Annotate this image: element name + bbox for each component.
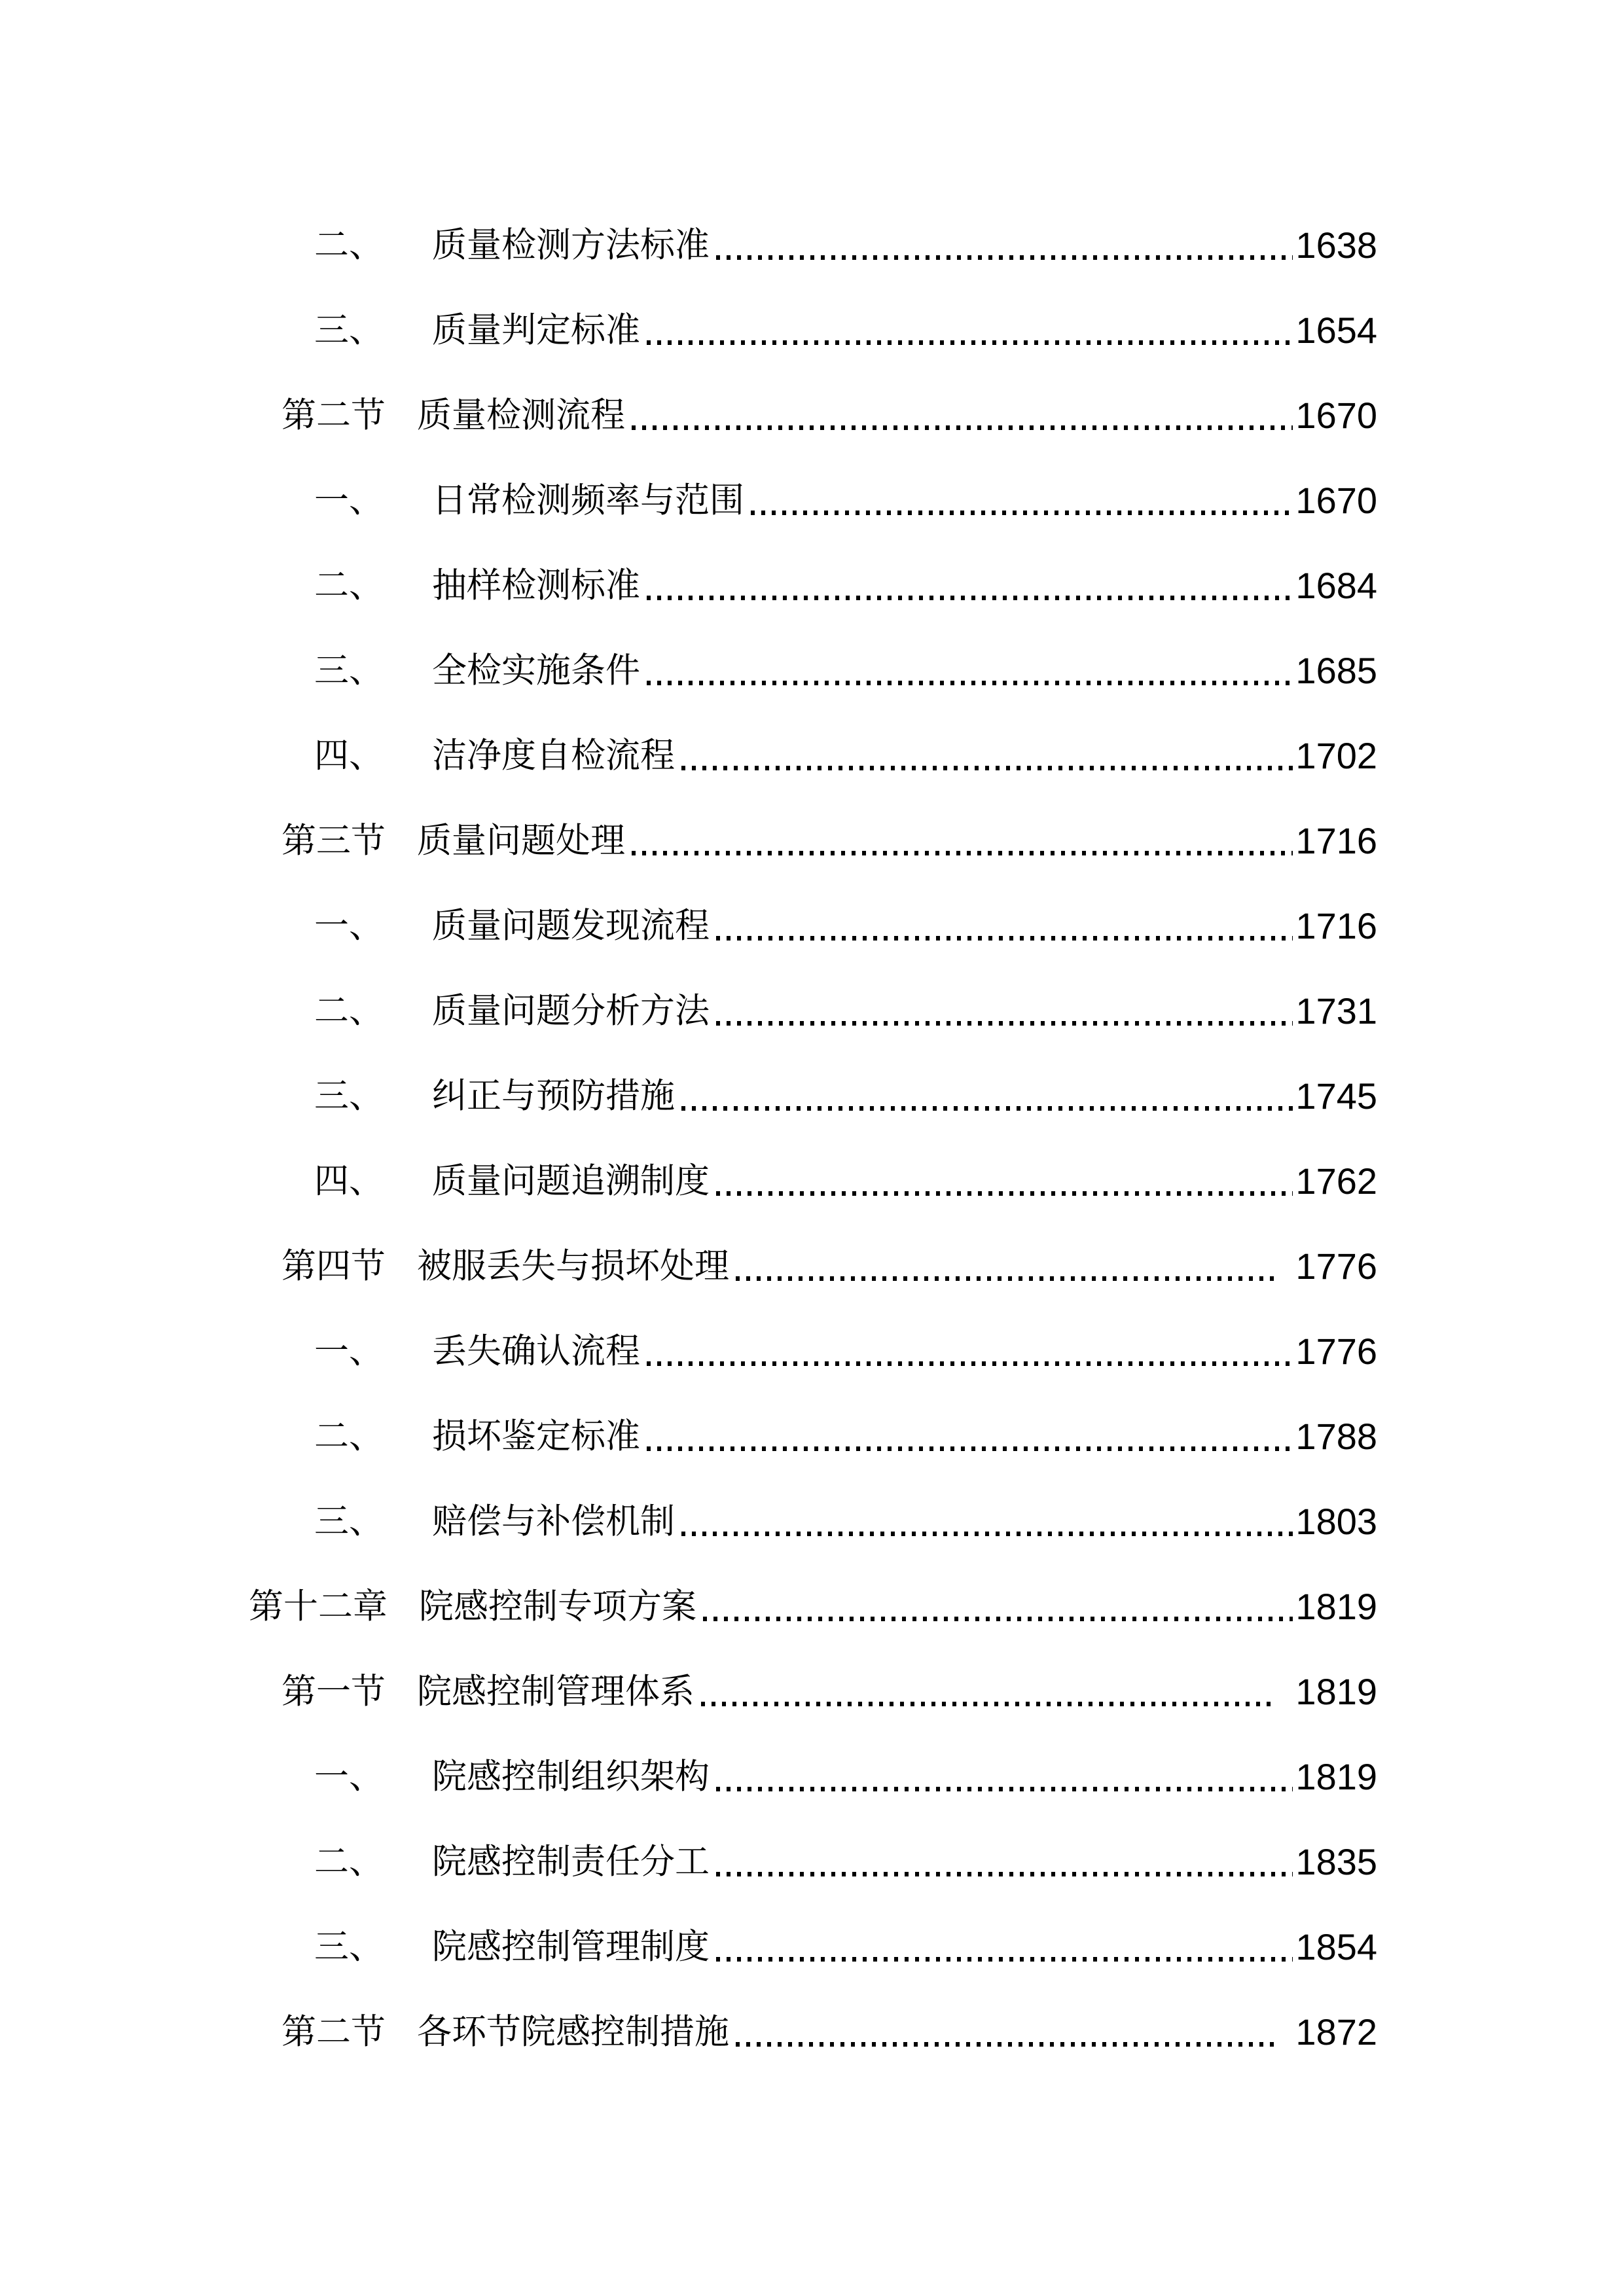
dot-leader bbox=[716, 255, 1293, 260]
toc-entry-title: 质量问题发现流程 bbox=[432, 907, 710, 945]
toc-entry-page-number[interactable]: 1731 bbox=[1295, 990, 1377, 1031]
toc-entry[interactable] bbox=[0, 1820, 1624, 1905]
dot-leader bbox=[716, 1021, 1293, 1026]
toc-entry-title: 质量问题分析方法 bbox=[432, 992, 710, 1030]
dot-leader bbox=[632, 851, 1293, 855]
toc-entry-number: 三、 bbox=[314, 1928, 384, 1966]
toc-entry-page-number[interactable]: 1819 bbox=[1295, 1586, 1377, 1627]
toc-entry[interactable] bbox=[0, 798, 1624, 884]
toc-entry[interactable] bbox=[0, 543, 1624, 628]
toc-entry[interactable] bbox=[0, 1649, 1624, 1734]
toc-entry[interactable] bbox=[0, 628, 1624, 713]
toc-entry[interactable] bbox=[0, 458, 1624, 543]
dot-leader bbox=[647, 340, 1293, 345]
toc-entry[interactable] bbox=[0, 1394, 1624, 1479]
toc-entry-title: 损坏鉴定标准 bbox=[432, 1418, 640, 1456]
toc-entry-title: 全检实施条件 bbox=[432, 652, 640, 690]
toc-entry-title: 日常检测频率与范围 bbox=[432, 482, 744, 520]
dot-leader bbox=[647, 681, 1293, 685]
toc-entry[interactable] bbox=[0, 713, 1624, 798]
dot-leader bbox=[681, 766, 1293, 770]
dot-leader bbox=[716, 1957, 1293, 1962]
dot-leader bbox=[647, 1446, 1293, 1451]
toc-entry-number: 三、 bbox=[314, 652, 384, 690]
toc-entry-number: 二、 bbox=[314, 992, 384, 1030]
toc-entry-number: 第二节 bbox=[281, 397, 386, 435]
toc-entry-page-number[interactable]: 1684 bbox=[1295, 565, 1377, 606]
toc-entry-page-number[interactable]: 1835 bbox=[1295, 1841, 1377, 1882]
toc-entry[interactable] bbox=[0, 1139, 1624, 1224]
toc-entry-page-number[interactable]: 1745 bbox=[1295, 1075, 1377, 1117]
dot-leader bbox=[701, 1702, 1276, 1706]
toc-entry-number: 一、 bbox=[314, 1333, 384, 1371]
toc-entry-page-number[interactable]: 1702 bbox=[1295, 735, 1377, 776]
dot-leader bbox=[681, 1106, 1293, 1111]
toc-entry[interactable] bbox=[0, 1224, 1624, 1309]
toc-entry-number: 一、 bbox=[314, 1758, 384, 1796]
toc-entry-title: 质量检测流程 bbox=[417, 397, 625, 435]
toc-entry-page-number[interactable]: 1716 bbox=[1295, 905, 1377, 946]
dot-leader bbox=[736, 2042, 1276, 2047]
toc-entry-page-number[interactable]: 1762 bbox=[1295, 1160, 1377, 1202]
dot-leader bbox=[751, 511, 1293, 515]
toc-entry[interactable] bbox=[0, 1990, 1624, 2075]
toc-entry-page-number[interactable]: 1670 bbox=[1295, 480, 1377, 521]
dot-leader bbox=[681, 1532, 1293, 1536]
toc-entry-title: 洁净度自检流程 bbox=[432, 737, 675, 775]
toc-entry-page-number[interactable]: 1685 bbox=[1295, 650, 1377, 691]
toc-entry[interactable] bbox=[0, 1309, 1624, 1394]
toc-entry-page-number[interactable]: 1872 bbox=[1295, 2011, 1377, 2053]
toc-entry-page-number[interactable]: 1670 bbox=[1295, 395, 1377, 436]
toc-entry[interactable] bbox=[0, 1564, 1624, 1649]
table-of-contents bbox=[0, 203, 1624, 2075]
toc-entry-number: 第二节 bbox=[281, 2013, 386, 2051]
toc-entry-number: 第一节 bbox=[281, 1673, 386, 1711]
toc-entry-title: 被服丢失与损坏处理 bbox=[417, 1247, 729, 1285]
dot-leader bbox=[716, 1787, 1293, 1791]
toc-entry-number: 二、 bbox=[314, 567, 384, 605]
toc-entry-title: 赔偿与补偿机制 bbox=[432, 1503, 675, 1541]
toc-entry-number: 四、 bbox=[314, 737, 384, 775]
toc-entry[interactable] bbox=[0, 1054, 1624, 1139]
toc-entry-title: 院感控制专项方案 bbox=[419, 1588, 696, 1626]
toc-entry-number: 二、 bbox=[314, 1843, 384, 1881]
toc-entry-title: 院感控制组织架构 bbox=[432, 1758, 710, 1796]
toc-entry[interactable] bbox=[0, 969, 1624, 1054]
toc-entry-number: 三、 bbox=[314, 312, 384, 350]
toc-entry-title: 质量问题处理 bbox=[417, 822, 625, 860]
toc-entry-page-number[interactable]: 1803 bbox=[1295, 1501, 1377, 1542]
toc-entry-number: 第四节 bbox=[281, 1247, 386, 1285]
toc-entry[interactable] bbox=[0, 1905, 1624, 1990]
toc-entry[interactable] bbox=[0, 1734, 1624, 1820]
dot-leader bbox=[703, 1617, 1293, 1621]
dot-leader bbox=[736, 1276, 1276, 1281]
toc-entry[interactable] bbox=[0, 1479, 1624, 1564]
dot-leader bbox=[647, 1361, 1293, 1366]
toc-entry-number: 三、 bbox=[314, 1503, 384, 1541]
toc-entry-page-number[interactable]: 1819 bbox=[1295, 1756, 1377, 1797]
dot-leader bbox=[716, 1191, 1293, 1196]
dot-leader bbox=[716, 936, 1293, 941]
toc-entry-title: 院感控制管理体系 bbox=[417, 1673, 695, 1711]
toc-entry[interactable] bbox=[0, 203, 1624, 288]
toc-entry-title: 院感控制责任分工 bbox=[432, 1843, 710, 1881]
toc-entry-number: 二、 bbox=[314, 1418, 384, 1456]
toc-entry-title: 院感控制管理制度 bbox=[432, 1928, 710, 1966]
toc-entry-page-number[interactable]: 1776 bbox=[1295, 1331, 1377, 1372]
toc-entry-title: 质量问题追溯制度 bbox=[432, 1162, 710, 1200]
toc-entry-title: 抽样检测标准 bbox=[432, 567, 640, 605]
toc-entry-title: 丢失确认流程 bbox=[432, 1333, 640, 1371]
toc-entry-number: 二、 bbox=[314, 226, 384, 264]
toc-entry-title: 各环节院感控制措施 bbox=[417, 2013, 729, 2051]
toc-entry[interactable] bbox=[0, 288, 1624, 373]
toc-entry-page-number[interactable]: 1638 bbox=[1295, 224, 1377, 266]
toc-entry-page-number[interactable]: 1716 bbox=[1295, 820, 1377, 861]
toc-entry-number: 三、 bbox=[314, 1077, 384, 1115]
toc-entry-title: 纠正与预防措施 bbox=[432, 1077, 675, 1115]
toc-entry-title: 质量判定标准 bbox=[432, 312, 640, 350]
dot-leader bbox=[647, 596, 1293, 600]
toc-entry[interactable] bbox=[0, 884, 1624, 969]
dot-leader bbox=[632, 425, 1293, 430]
toc-entry-page-number[interactable]: 1776 bbox=[1295, 1246, 1377, 1287]
toc-entry-page-number[interactable]: 1654 bbox=[1295, 310, 1377, 351]
toc-entry-number: 一、 bbox=[314, 482, 384, 520]
toc-entry-page-number[interactable]: 1854 bbox=[1295, 1926, 1377, 1967]
toc-entry-page-number[interactable]: 1819 bbox=[1295, 1671, 1377, 1712]
toc-entry[interactable] bbox=[0, 373, 1624, 458]
toc-entry-number: 一、 bbox=[314, 907, 384, 945]
toc-entry-page-number[interactable]: 1788 bbox=[1295, 1416, 1377, 1457]
toc-entry-number: 四、 bbox=[314, 1162, 384, 1200]
toc-entry-number: 第三节 bbox=[281, 822, 386, 860]
toc-entry-number: 第十二章 bbox=[249, 1588, 388, 1626]
toc-entry-title: 质量检测方法标准 bbox=[432, 226, 710, 264]
dot-leader bbox=[716, 1872, 1293, 1876]
